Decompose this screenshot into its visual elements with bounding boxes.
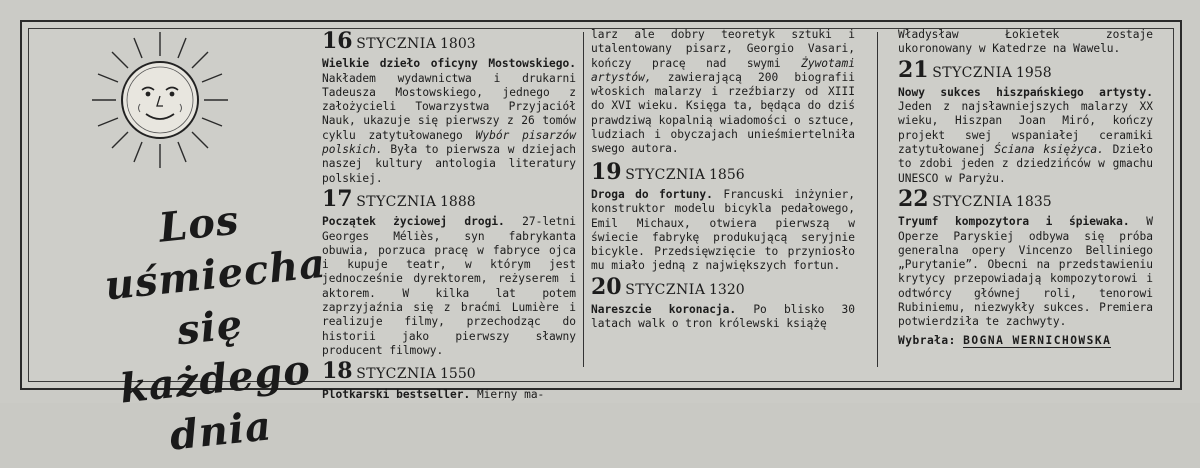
entry-continuation (898, 28, 1153, 57)
entry-day: 21 (898, 56, 929, 83)
entry-date (322, 185, 576, 212)
entry-text: Po blisko 30 latach walk o tron królewski książę (591, 303, 855, 331)
entry-date (591, 273, 855, 300)
entry-body (322, 388, 576, 402)
entry-day: 18 (322, 358, 353, 385)
entry-lead: Nowy sukces hiszpańskiego artysty. (898, 85, 1153, 99)
entry-date (898, 185, 1153, 212)
entry-year: 1320 (709, 281, 745, 298)
entry-text: Mierny ma- (476, 387, 545, 401)
motto-line-3: każdego dnia (117, 345, 314, 460)
entry-lead: Wielkie dzieło oficyny Mostowskiego. (322, 57, 576, 71)
entry-17-january (322, 185, 576, 358)
entry-text: W Operze Paryskiej odbywa się próba generalna opery Vincenzo Belliniego „Purytanie”. Obecni na przedstawieniu krytycy przepowiadają kompozytorowi i odtwórcy głównej roli, tenorowi Rubiniemu, niezwykły sukces. Premiera potwierdziła te zachwyty. (898, 215, 1153, 329)
column-2 (591, 28, 855, 373)
entry-year: 1856 (709, 166, 745, 183)
entry-day: 22 (898, 185, 929, 212)
entry-month: STYCZNIA (625, 281, 706, 298)
entry-day: 20 (591, 273, 622, 300)
work-title: Ściana księżyca. (994, 143, 1104, 157)
entry-18-january (322, 358, 576, 402)
entry-date (898, 56, 1153, 83)
column-3 (898, 28, 1153, 373)
entry-body (322, 215, 576, 358)
entry-year: 1888 (440, 193, 476, 210)
entry-body (591, 188, 855, 274)
credit-label: Wybrała: (898, 333, 956, 347)
entry-year: 1835 (1016, 193, 1052, 210)
entry-text: 27-letni Georges Méliès, syn fabrykanta obuwia, porzuca pracę w fabryce ojca i kupuje teatr, w którym jest jednocześnie dyrektorem, reżyserem i aktorem. W kilka lat potem zaprzyjaźnia się z braćmi Lumière i realizuje filmy, przechodząc do historii jako pierwszy sławny producent filmowy. (322, 215, 576, 357)
entry-continuation (591, 28, 855, 157)
entry-date (591, 158, 855, 185)
motto-heading (97, 188, 329, 467)
column-1 (322, 28, 576, 401)
entry-lead: Plotkarski bestseller. (322, 387, 471, 401)
entry-month: STYCZNIA (356, 36, 437, 52)
entry-text: Władysław Łokietek zostaje ukoronowany w Katedrze na Wawelu. (898, 28, 1153, 56)
credit-name: BOGNA WERNICHOWSKA (963, 333, 1112, 347)
entry-text: zawierającą 200 biografii włoskich malarzy i rzeźbiarzy od XIII do XVI wieku. Księga ta, będąca do dziś prawdziwą kopalnią wiadomości o sztuce, ludziach i obyczajach unieśmiertelniła swego autora. (591, 70, 855, 156)
entry-21-january (898, 56, 1153, 186)
work-title: Wybór pisarzów polskich. (322, 128, 576, 157)
entry-16-january (322, 28, 576, 186)
entry-text: Jeden z najsławniejszych malarzy XX wieku, Hiszpan Joan Miró, kończy projekt swej wspaniałej ceramiki zatytułowanej (898, 100, 1153, 157)
entry-year: 1803 (440, 36, 476, 52)
entry-22-january (898, 185, 1153, 330)
entry-month: STYCZNIA (932, 193, 1013, 210)
entry-year: 1958 (1016, 64, 1052, 81)
entry-date (322, 28, 576, 54)
entry-day: 19 (591, 158, 622, 185)
sun-illustration (90, 30, 230, 170)
entry-month: STYCZNIA (356, 193, 437, 210)
entry-month: STYCZNIA (356, 366, 437, 383)
entry-day: 16 (322, 28, 353, 54)
work-title: Żywotami artystów, (591, 56, 855, 84)
entry-lead: Droga do fortuny. (591, 187, 713, 201)
column-divider (877, 32, 878, 367)
entry-body (898, 86, 1153, 186)
motto-line-1: Los (156, 196, 242, 252)
entry-lead: Nareszcie koronacja. (591, 303, 737, 317)
entry-body (898, 215, 1153, 329)
entry-date (322, 358, 576, 385)
entry-month: STYCZNIA (625, 166, 706, 183)
entry-20-january (591, 273, 855, 332)
motto-line-2: uśmiecha się (102, 239, 329, 355)
entry-text: Dzieło to zdobi jeden z dziedzińców w gmachu UNESCO w Paryżu. (898, 143, 1153, 185)
entry-year: 1550 (440, 366, 476, 383)
column-divider (583, 32, 584, 367)
entry-text: Francuski inżynier, konstruktor modelu bicykla pedałowego, Emil Michaux, otwiera pierwszą w świecie fabrykę produkującą seryjnie bicykle. Przedsięwzięcie to przyniosło mu miało jedną z największych fortun. (591, 187, 855, 273)
author-credit (898, 334, 1153, 348)
entry-day: 17 (322, 185, 353, 212)
entry-19-january (591, 158, 855, 274)
entry-text: Nakładem wydawnictwa i drukarni Tadeusza Mostowskiego, jednego z założycieli Towarzystwa Przyjaciół Nauk, ukazuje się pierwszy z 26 tomów cyklu zatytułowanego (322, 71, 576, 142)
entry-text: larz ale dobry teoretyk sztuki i utalentowany pisarz, Georgio Vasari, kończy pracę nad swymi (591, 28, 855, 70)
entry-body (322, 57, 576, 186)
entry-lead: Początek życiowej drogi. (322, 215, 505, 229)
entry-text: Była to pierwsza w dziejach naszej kultury antologia literatury polskiej. (322, 143, 576, 185)
entry-lead: Tryumf kompozytora i śpiewaka. (898, 215, 1130, 229)
entry-month: STYCZNIA (932, 64, 1013, 81)
entry-body (591, 303, 855, 332)
